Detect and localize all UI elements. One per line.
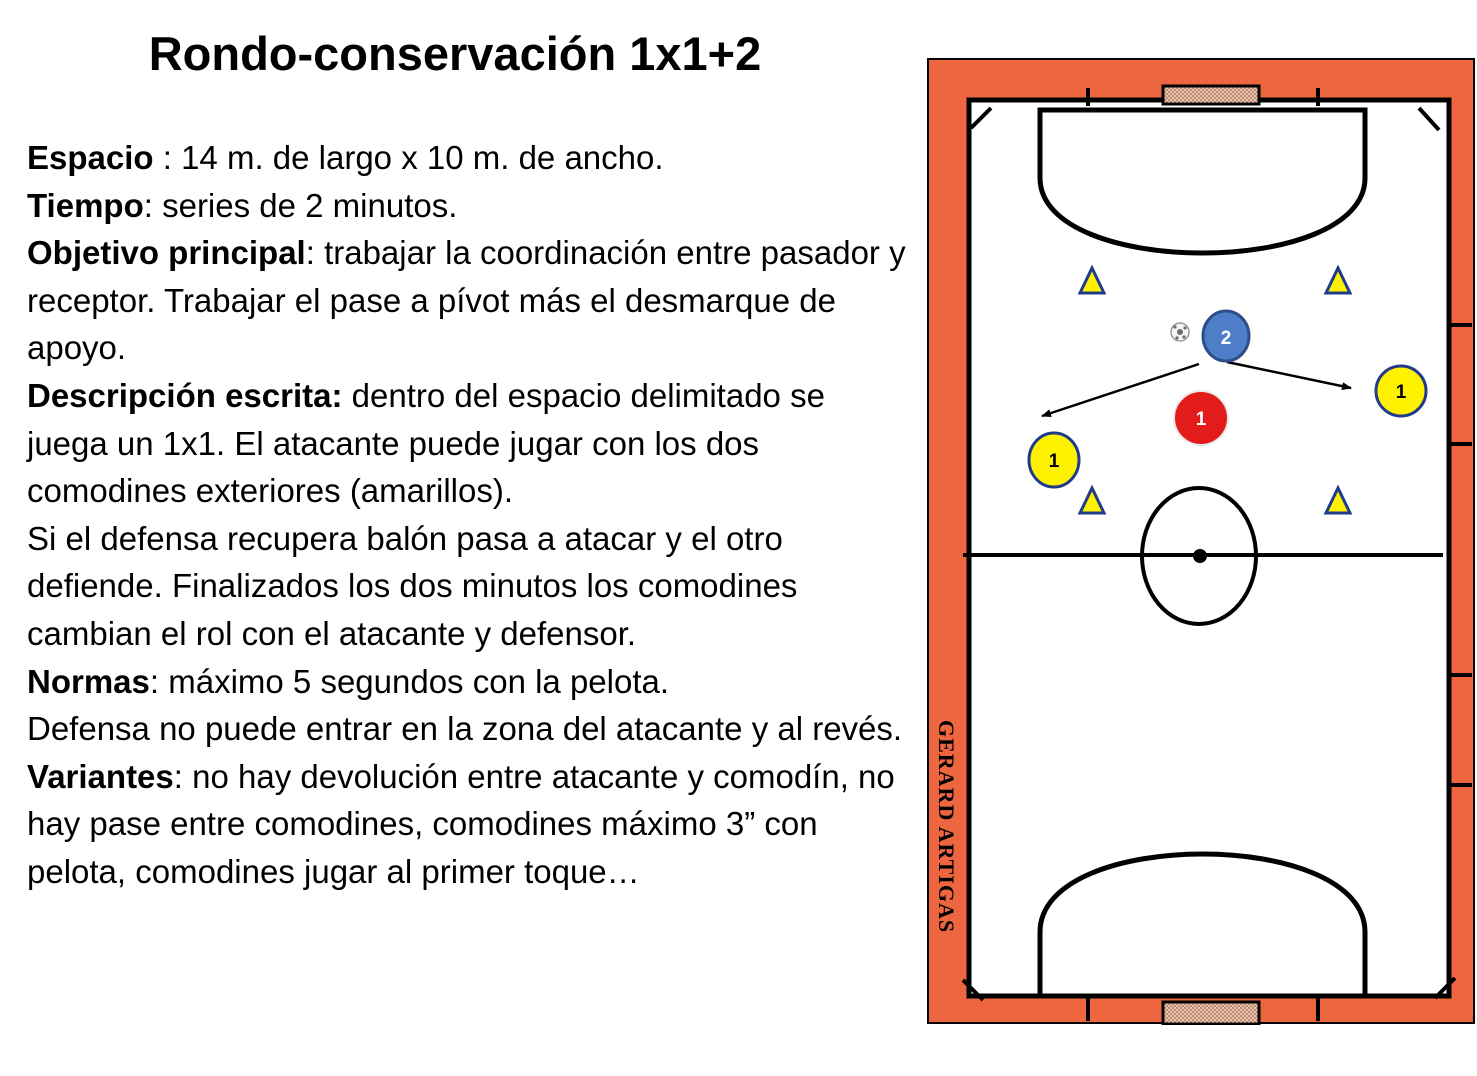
futsal-court [927,58,1476,1025]
sep-objetivo: : [305,234,325,272]
text-defensa-zona: Defensa no puede entrar en la zona del atacante y al revés. [27,710,903,748]
label-espacio: Espacio [27,139,154,176]
page-title: Rondo-conservación 1x1+2 [148,27,762,80]
attacker-number: 2 [1220,328,1232,349]
top-goal [1163,86,1259,104]
pitch [969,100,1449,996]
attacker-player [1203,311,1249,361]
text-variantes: no hay devolución entre atacante y comodín, no hay pase entre comodines, comodines máximo 3” con pelota, comodines jugar al primer toque… [27,757,895,890]
joker-left-player [1029,433,1079,487]
sep-tiempo: : [143,186,163,224]
label-descripcion: Descripción escrita: [27,376,343,414]
paragraph-variantes [27,753,907,896]
sep-descripcion [342,377,351,414]
label-variantes: Variantes [27,757,174,795]
text-espacio: 14 m. de largo x 10 m. de ancho. [181,139,664,176]
center-spot [1193,549,1207,563]
paragraph-descripcion [27,372,907,515]
author-label: GERARD ARTIGAS [934,720,959,934]
paragraph-defensa-zona [27,705,907,753]
sep-variantes: : [173,757,193,795]
joker-left-number: 1 [1048,451,1060,472]
defender-player [1174,391,1228,445]
text-defensa-recupera: Si el defensa recupera balón pasa a atacar y el otro defiende. Finalizados los dos minutos los comodines cambian el rol con el atacante y defensor. [27,519,798,652]
soccer-ball-icon [1171,323,1189,341]
sep-espacio: : [153,139,182,176]
sep-normas: : [149,662,169,700]
paragraph-objetivo [27,229,907,372]
label-objetivo: Objetivo principal [27,234,306,272]
joker-right-number: 1 [1395,382,1407,403]
label-tiempo: Tiempo [27,186,144,224]
text-objetivo: trabajar la coordinación entre pasador y receptor. Trabajar el pase a pívot más el desmarque de apoyo. [27,234,906,367]
paragraph-tiempo [27,182,907,230]
text-descripcion: dentro del espacio delimitado se juega un 1x1. El atacante puede jugar con los dos comodines exteriores (amarillos). [27,376,825,510]
text-normas: máximo 5 segundos con la pelota. [168,662,670,700]
label-normas: Normas [27,662,150,700]
text-tiempo: series de 2 minutos. [162,186,458,224]
paragraph-defensa-recupera [27,515,907,658]
joker-right-player [1376,366,1426,416]
defender-number: 1 [1195,409,1207,430]
paragraph-normas [27,658,907,706]
paragraph-espacio [27,134,907,182]
court-diagram [927,58,1476,1025]
bottom-goal [1163,1002,1259,1024]
description-text [27,134,907,896]
